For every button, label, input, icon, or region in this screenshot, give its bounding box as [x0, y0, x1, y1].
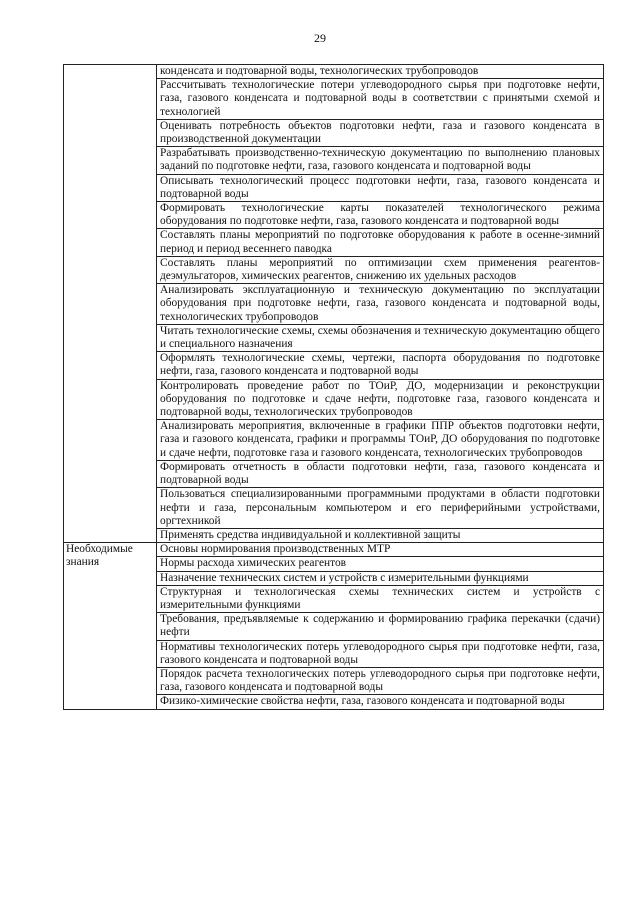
skill-item: Составлять планы мероприятий по подготовке оборудования к работе в осенне-зимний период и период весеннего паводка: [157, 229, 604, 256]
skills-label-cell: [64, 65, 157, 543]
skill-item: Анализировать эксплуатационную и техническую документацию по эксплуатации оборудования при подготовке нефти, газа, газового конденсата и подтоварной воды, технологических трубопроводов: [157, 284, 604, 325]
skills-row: [64, 65, 604, 79]
skill-item: Контролировать проведение работ по ТОиР, ДО, модернизации и реконструкции оборудования по подготовке и сдаче нефти, подготовке газа, газового конденсата и подтоварной воды, технологических трубопроводов: [157, 379, 604, 420]
knowledge-item: Нормы расхода химических реагентов: [157, 557, 604, 571]
skill-item: Формировать технологические карты показателей технологического режима оборудования по подготовке нефти, газа, газового конденсата и подтоварной воды: [157, 202, 604, 229]
skill-item: Оценивать потребность объектов подготовки нефти, газа и газового конденсата в производственной документации: [157, 119, 604, 146]
requirements-table-body: [64, 65, 604, 710]
knowledge-item: Физико-химические свойства нефти, газа, газового конденсата и подтоварной воды: [157, 695, 604, 709]
knowledge-row: [64, 543, 604, 557]
page-number: 29: [314, 31, 326, 45]
skill-item: Применять средства индивидуальной и коллективной защиты: [157, 528, 604, 542]
knowledge-item: Основы нормирования производственных МТР: [157, 543, 604, 557]
knowledge-label-cell: Необходимые знания: [64, 543, 157, 709]
skill-item: Рассчитывать технологические потери углеводородного сырья при подготовке нефти, газа, газового конденсата и подтоварной воды в соответствии с принятыми схемой и технологией: [157, 79, 604, 120]
knowledge-item: Требования, предъявляемые к содержанию и формированию графика перекачки (сдачи) нефти: [157, 613, 604, 640]
knowledge-item: Структурная и технологическая схемы технических систем и устройств с измерительными функциями: [157, 585, 604, 612]
knowledge-item: Назначение технических систем и устройств с измерительными функциями: [157, 571, 604, 585]
skill-item: конденсата и подтоварной воды, технологических трубопроводов: [157, 65, 604, 79]
knowledge-item: Порядок расчета технологических потерь углеводородного сырья при подготовке нефти, газа, газового конденсата и подтоварной воды: [157, 667, 604, 694]
skill-item: Составлять планы мероприятий по оптимизации схем применения реагентов-деэмульгаторов, химических реагентов, снижению их удельных расходов: [157, 256, 604, 283]
skill-item: Анализировать мероприятия, включенные в графики ППР объектов подготовки нефти, газа и газового конденсата, графики и программы ТОиР, ДО оборудования по подготовке и сдаче нефти, подготовке газа и газового конденсата, технологических трубопроводов: [157, 420, 604, 461]
skill-item: Оформлять технологические схемы, чертежи, паспорта оборудования по подготовке нефти, газа, газового конденсата и подтоварной воды: [157, 352, 604, 379]
skill-item: Разрабатывать производственно-техническую документацию по выполнению плановых заданий по подготовке нефти, газа, газового конденсата и подтоварной воды: [157, 147, 604, 174]
skill-item: Читать технологические схемы, схемы обозначения и техническую документацию общего и специального назначения: [157, 324, 604, 351]
skill-item: Пользоваться специализированными программными продуктами в области подготовки нефти и газа, персональным компьютером и его периферийными устройствами, оргтехникой: [157, 488, 604, 529]
skill-item: Формировать отчетность в области подготовки нефти, газа, газового конденсата и подтоварной воды: [157, 460, 604, 487]
skill-item: Описывать технологический процесс подготовки нефти, газа, газового конденсата и подтоварной воды: [157, 174, 604, 201]
knowledge-item: Нормативы технологических потерь углеводородного сырья при подготовке нефти, газа, газового конденсата и подтоварной воды: [157, 640, 604, 667]
requirements-table: [63, 64, 604, 710]
